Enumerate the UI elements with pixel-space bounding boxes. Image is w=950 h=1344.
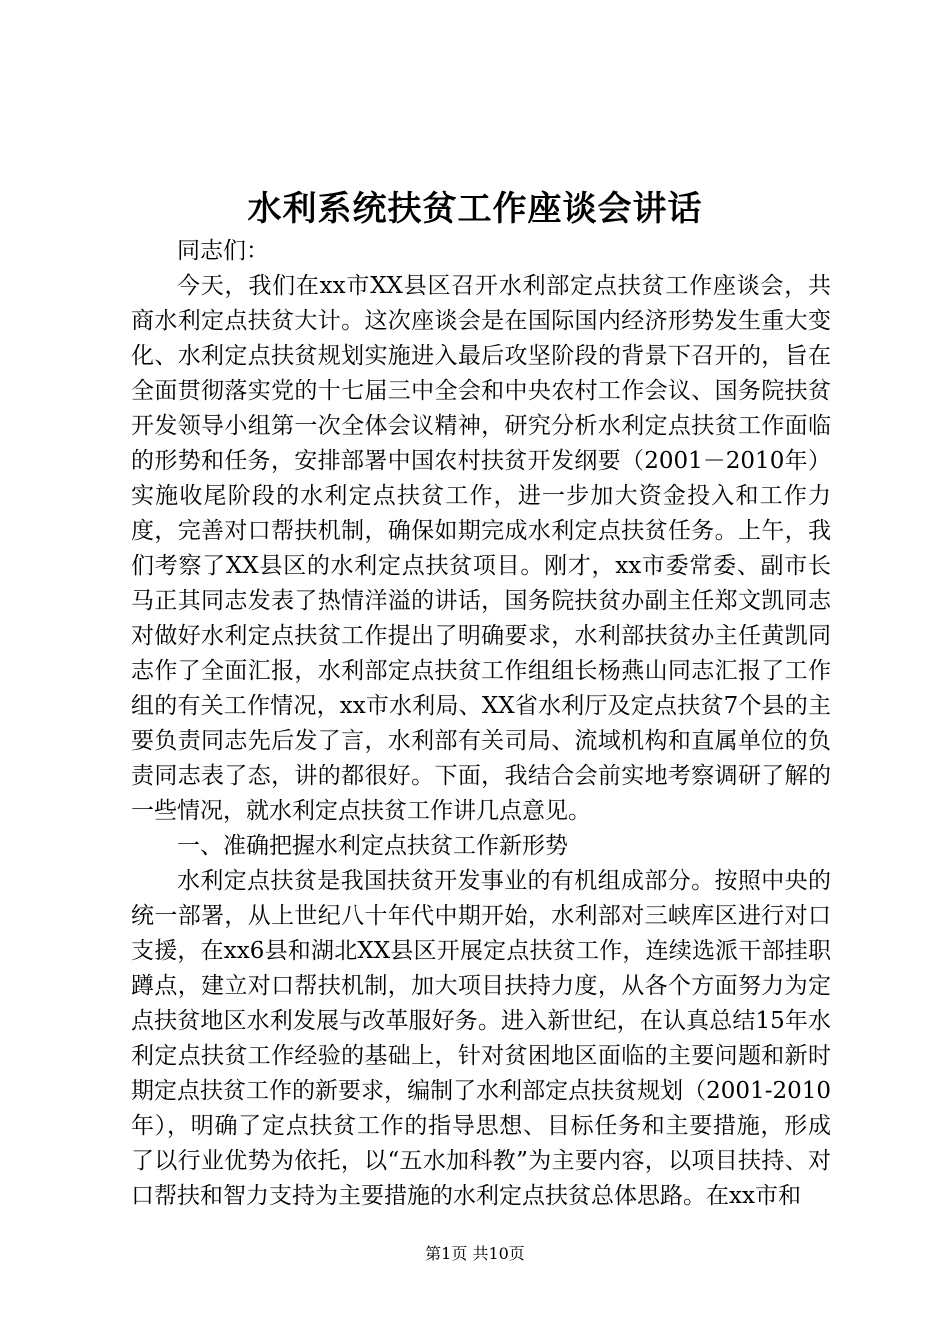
page-footer: 第1页 共10页 (425, 1244, 525, 1263)
salutation: 同志们： (177, 238, 269, 264)
document-body (131, 234, 831, 1214)
section-heading: 一、准确把握水利定点扶贫工作新形势 (177, 833, 568, 859)
document-title: 水利系统扶贫工作座谈会讲话 (247, 189, 703, 229)
paragraph-intro: 今天，我们在xx市XX县区召开水利部定点扶贫工作座谈会，共商水利定点扶贫大计。这次座谈会是在国际国内经济形势发生重大变化、水利定点扶贫规划实施进入最后攻坚阶段的背景下召开的，旨在全面贯彻落实党的十七届三中全会和中央农村工作会议、国务院扶贫开发领导小组第一次全体会议精神，研究分析水利定点扶贫工作面临的形势和任务，安排部署中国农村扶贫开发纲要（2001－2010年）实施收尾阶段的水利定点扶贫工作，进一步加大资金投入和工作力度，完善对口帮扶机制，确保如期完成水利定点扶贫任务。上午，我们考察了XX县区的水利定点扶贫项目。刚才，xx市委常委、副市长马正其同志发表了热情洋溢的讲话，国务院扶贫办副主任郑文凯同志对做好水利定点扶贫工作提出了明确要求，水利部扶贫办主任黄凯同志作了全面汇报，水利部定点扶贫工作组组长杨燕山同志汇报了工作组的有关工作情况，xx市水利局、XX省水利厅及定点扶贫7个县的主要负责同志先后发了言，水利部有关司局、流域机构和直属单位的负责同志表了态，讲的都很好。下面，我结合会前实地考察调研了解的一些情况，就水利定点扶贫工作讲几点意见。 (131, 273, 831, 824)
paragraph-section-one: 水利定点扶贫是我国扶贫开发事业的有机组成部分。按照中央的统一部署，从上世纪八十年代中期开始，水利部对三峡库区进行对口支援，在xx6县和湖北XX县区开展定点扶贫工作，连续选派干部挂职蹲点，建立对口帮扶机制，加大项目扶持力度，从各个方面努力为定点扶贫地区水利发展与改革服好务。进入新世纪，在认真总结15年水利定点扶贫工作经验的基础上，针对贫困地区面临的主要问题和新时期定点扶贫工作的新要求，编制了水利部定点扶贫规划（2001-2010年），明确了定点扶贫工作的指导思想、目标任务和主要措施，形成了以行业优势为依托，以“五水加科教”为主要内容，以项目扶持、对口帮扶和智力支持为主要措施的水利定点扶贫总体思路。在xx市和 (131, 868, 831, 1209)
